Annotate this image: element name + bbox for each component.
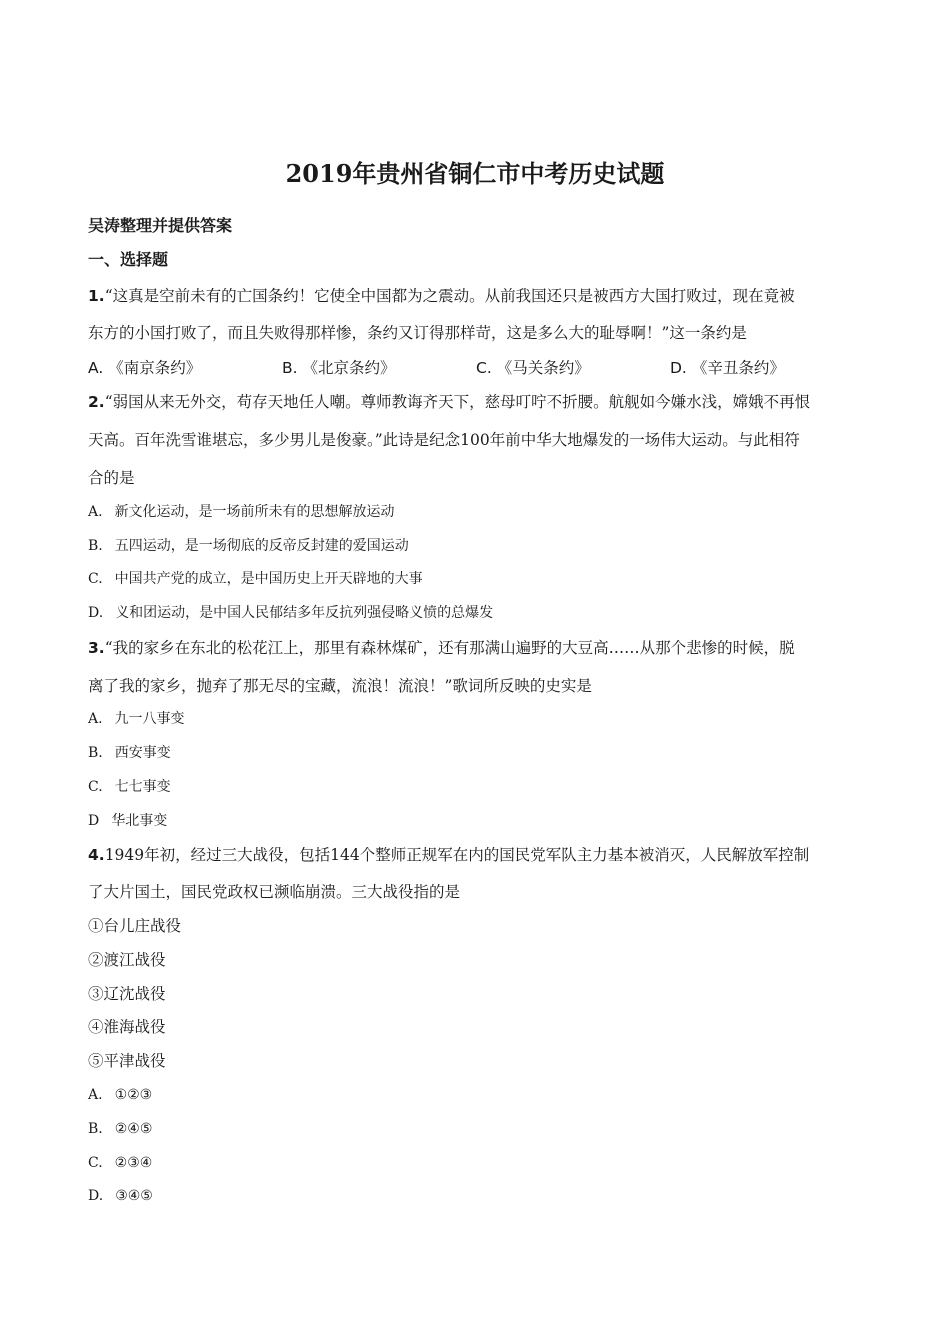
option-text: ②④⑤ xyxy=(114,1121,153,1137)
option-text: 西安事变 xyxy=(114,745,171,761)
question-1-line-1 xyxy=(88,284,795,308)
q4-option-b xyxy=(88,1117,152,1141)
option-text: 义和团运动，是中国人民郁结多年反抗列强侵略义愤的总爆发 xyxy=(115,605,494,621)
option-label: C. xyxy=(88,779,103,795)
q1-option-d xyxy=(670,356,785,380)
question-number: 3. xyxy=(88,639,105,657)
q4-item-2: ②渡江战役 xyxy=(88,951,166,969)
option-text: 中国共产党的成立，是中国历史上开天辟地的大事 xyxy=(114,571,423,587)
q4-option-d xyxy=(88,1184,153,1208)
question-text: “这真是空前未有的亡国条约！它使全中国都为之震动。从前我国还只是被西方大国打败过，现在竟被 xyxy=(104,287,795,305)
q3-option-d xyxy=(88,809,167,833)
option-label: A. xyxy=(88,504,103,520)
author-line: 吴涛整理并提供答案 xyxy=(88,216,233,235)
q4-option-a xyxy=(88,1083,152,1107)
q3-option-a xyxy=(88,707,185,731)
option-label: D. xyxy=(670,359,687,377)
question-text: “弱国从来无外交，苟存天地任人嘲。尊师教诲齐天下，慈母叮咛不折腰。航舰如今嫌水浅，嫦娥不再恨 xyxy=(104,393,811,411)
q2-option-d xyxy=(88,601,493,625)
q2-option-a xyxy=(88,500,395,524)
q4-item-1: ①台儿庄战役 xyxy=(88,917,182,935)
option-label: B. xyxy=(88,1121,103,1137)
option-label: D. xyxy=(88,605,104,621)
question-number: 4. xyxy=(88,846,105,864)
option-text: ①②③ xyxy=(114,1087,153,1103)
option-label: C. xyxy=(476,359,492,377)
option-label: A. xyxy=(88,359,104,377)
question-text: 1949年初，经过三大战役，包括144个整师正规军在内的国民党军队主力基本被消灭，人民解放军控制 xyxy=(104,846,810,864)
question-2-line-2: 天高。百年洗雪谁堪忘，多少男儿是俊豪。”此诗是纪念100年前中华大地爆发的一场伟大运动。与此相符 xyxy=(88,431,800,449)
option-text: 七七事变 xyxy=(114,779,171,795)
option-label: D. xyxy=(88,1188,104,1204)
q1-option-c xyxy=(476,356,590,380)
question-3-line-2: 离了我的家乡，抛弃了那无尽的宝藏，流浪！流浪！”歌词所反映的史实是 xyxy=(88,677,592,695)
option-text: 《南京条约》 xyxy=(108,359,202,377)
option-text: 华北事变 xyxy=(111,813,168,829)
q4-item-5: ⑤平津战役 xyxy=(88,1052,166,1070)
q2-option-c xyxy=(88,567,423,591)
option-label: B. xyxy=(88,745,103,761)
question-4-line-2: 了大片国土，国民党政权已濒临崩溃。三大战役指的是 xyxy=(88,883,461,901)
q1-option-b xyxy=(282,356,396,380)
q4-option-c xyxy=(88,1151,152,1175)
question-4-line-1 xyxy=(88,843,809,867)
q3-option-b xyxy=(88,741,171,765)
option-text: ③④⑤ xyxy=(115,1188,153,1204)
option-text: ②③④ xyxy=(114,1155,153,1171)
section-heading: 一、选择题 xyxy=(88,250,169,269)
q2-option-b xyxy=(88,534,409,558)
option-label: A. xyxy=(88,1087,103,1103)
option-label: C. xyxy=(88,571,103,587)
option-label: B. xyxy=(88,538,103,554)
option-label: A. xyxy=(88,711,103,727)
question-2-line-3: 合的是 xyxy=(88,469,135,487)
option-text: 《马关条约》 xyxy=(496,359,590,377)
option-text: 《辛丑条约》 xyxy=(691,359,785,377)
question-3-line-1 xyxy=(88,636,795,660)
question-number: 1. xyxy=(88,287,105,305)
option-text: 九一八事变 xyxy=(114,711,185,727)
question-1-line-2: 东方的小国打败了，而且失败得那样惨，条约又订得那样苛，这是多么大的耻辱啊！”这一条约是 xyxy=(88,324,747,342)
option-label: C. xyxy=(88,1155,103,1171)
q4-item-3: ③辽沈战役 xyxy=(88,985,166,1003)
question-2-line-1 xyxy=(88,390,810,414)
option-label: B. xyxy=(282,359,298,377)
option-label: D xyxy=(88,813,100,829)
option-text: 五四运动，是一场彻底的反帝反封建的爱国运动 xyxy=(114,538,409,554)
q1-option-a xyxy=(88,356,201,380)
q3-option-c xyxy=(88,775,171,799)
page-title: 2019年贵州省铜仁市中考历史试题 xyxy=(285,159,665,188)
option-text: 新文化运动，是一场前所未有的思想解放运动 xyxy=(114,504,395,520)
question-text: “我的家乡在东北的松花江上，那里有森林煤矿，还有那满山遍野的大豆高……从那个悲惨的时候，脱 xyxy=(104,639,795,657)
q4-item-4: ④淮海战役 xyxy=(88,1018,166,1036)
option-text: 《北京条约》 xyxy=(302,359,396,377)
question-number: 2. xyxy=(88,393,105,411)
